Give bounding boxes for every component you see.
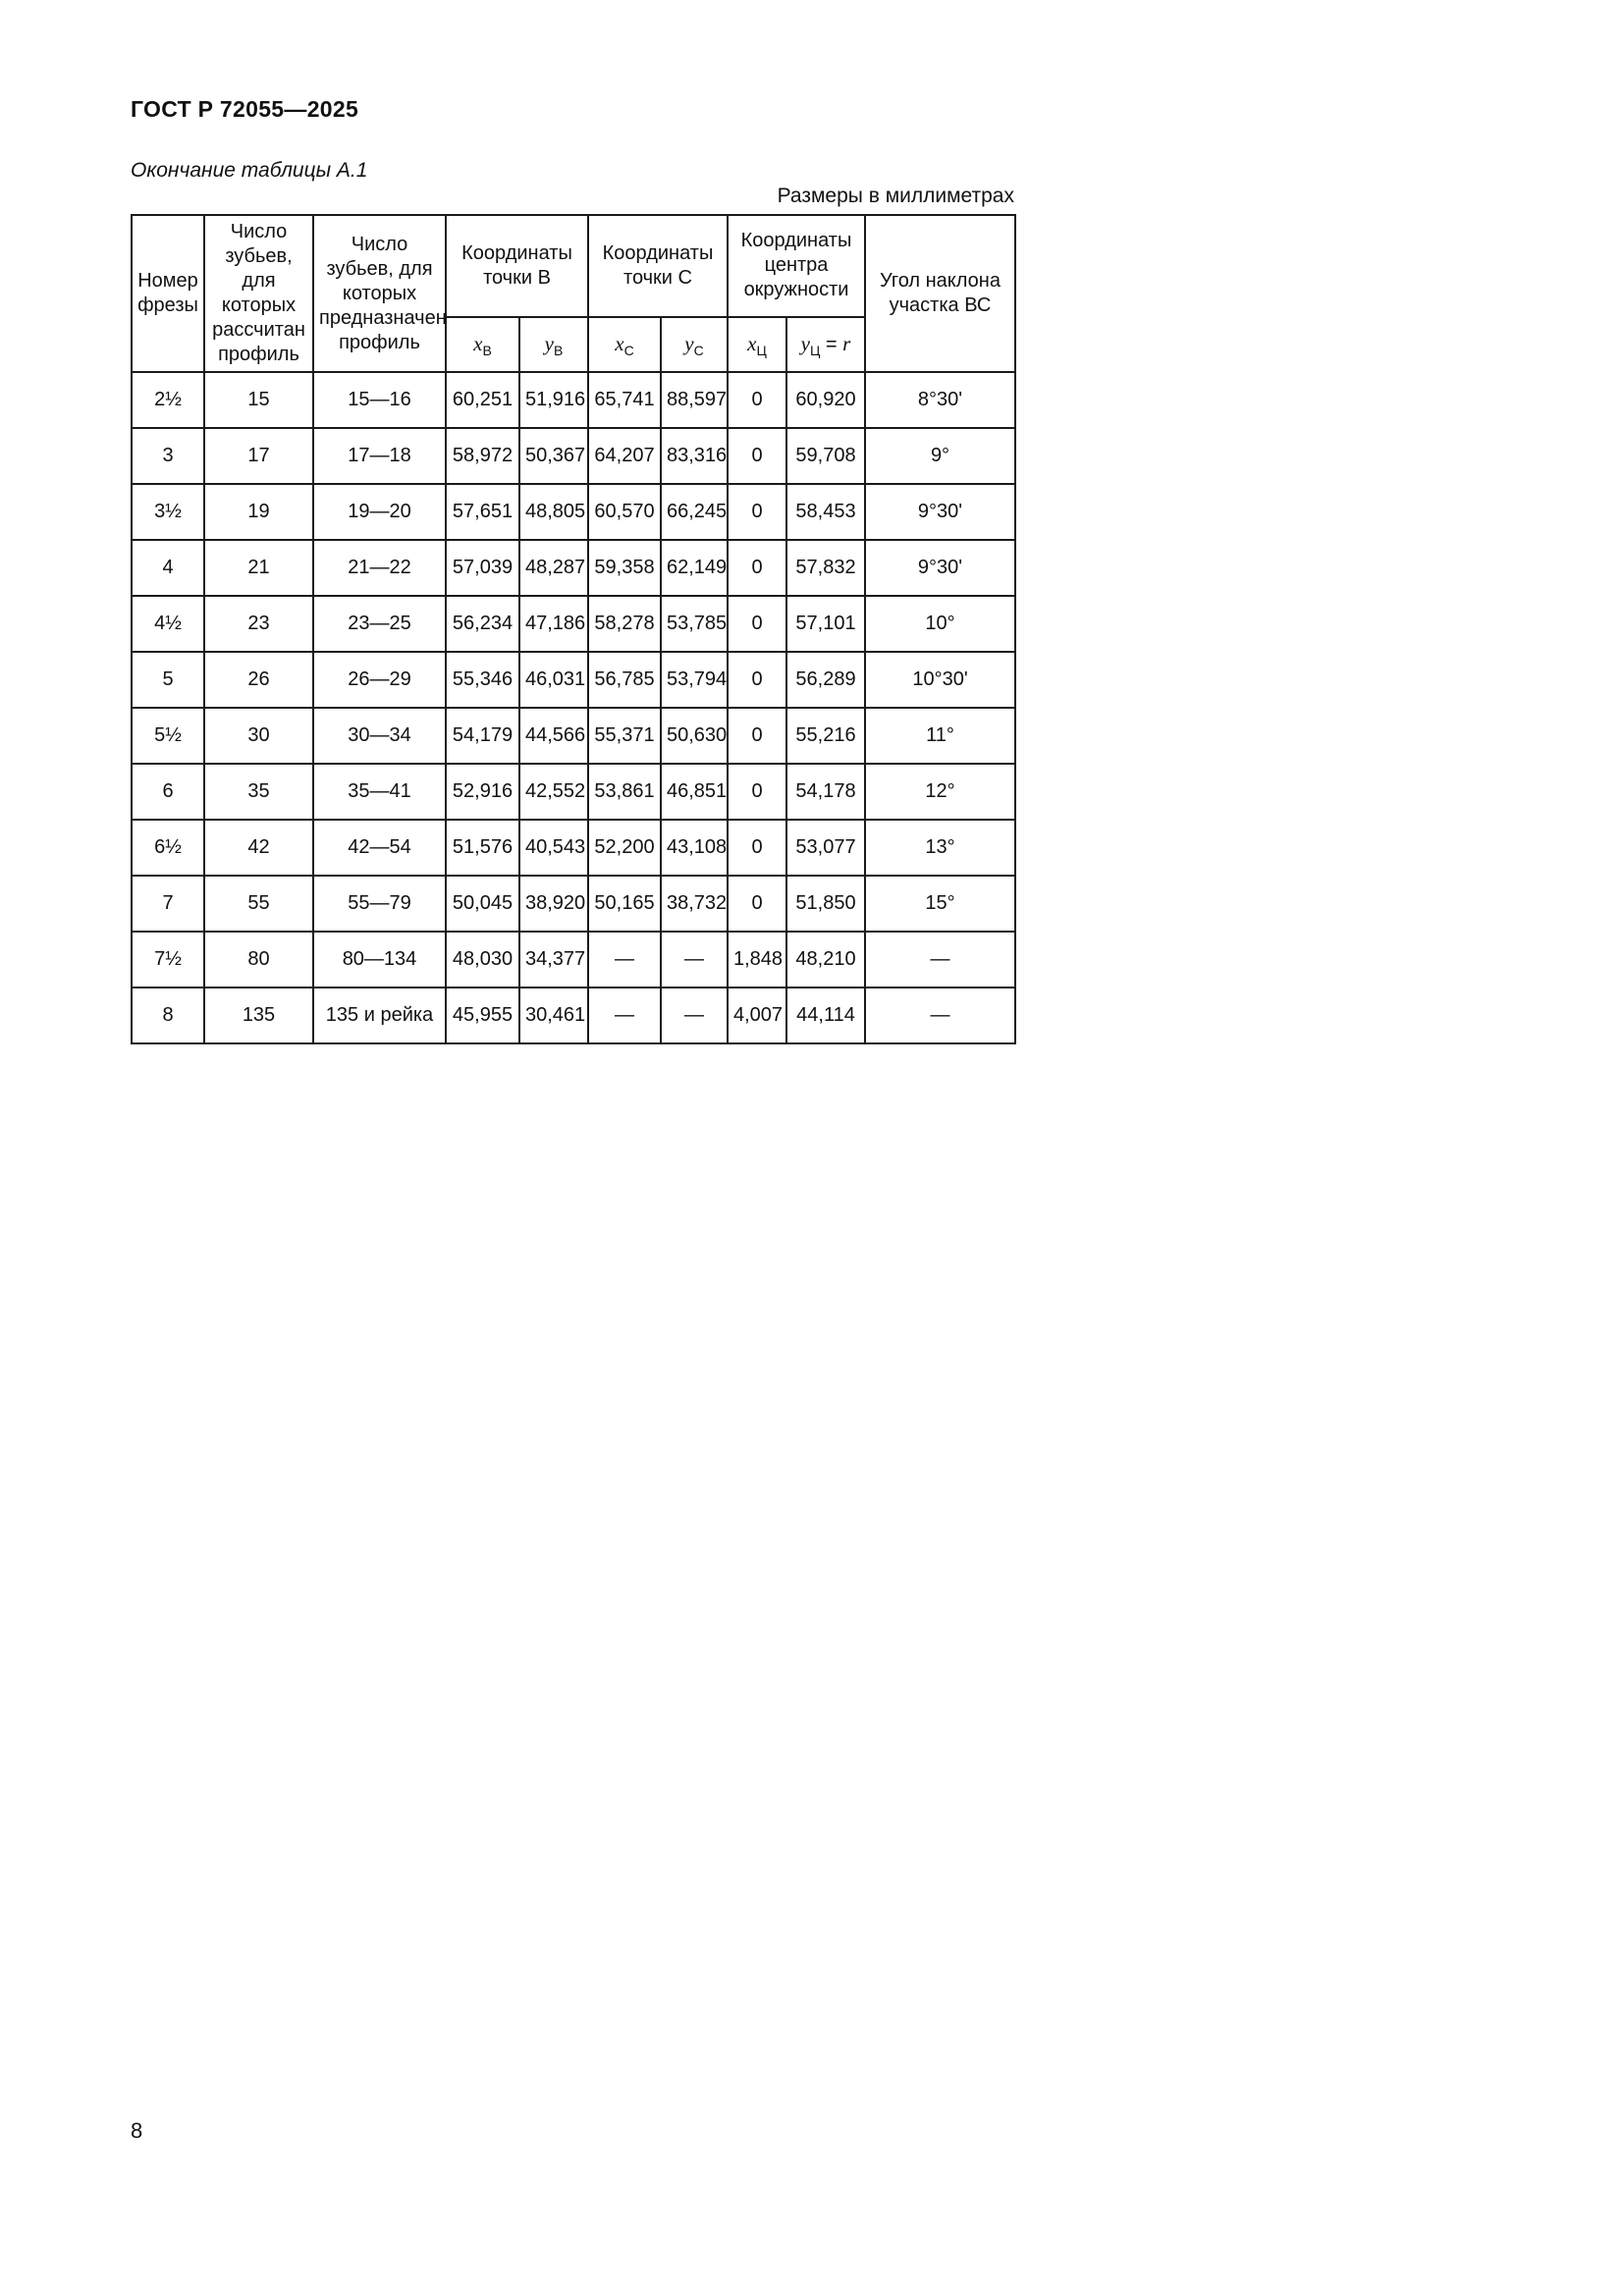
table-cell: 6½ (132, 820, 204, 876)
table-cell: 0 (728, 764, 786, 820)
var-r: r (842, 332, 851, 356)
table-cell: 21 (204, 540, 313, 596)
table-cell: 57,039 (446, 540, 519, 596)
table-cell: 53,077 (786, 820, 865, 876)
table-cell: 0 (728, 428, 786, 484)
var-x: x (747, 332, 757, 356)
table-cell: 23 (204, 596, 313, 652)
table-cell: 0 (728, 820, 786, 876)
table-cell: 30 (204, 708, 313, 764)
table-cell: 6 (132, 764, 204, 820)
table-cell: 88,597 (661, 372, 728, 428)
table-cell: 12° (865, 764, 1015, 820)
table-cell: 60,251 (446, 372, 519, 428)
table-row (132, 708, 1015, 764)
table-cell: 17 (204, 428, 313, 484)
table-row (132, 876, 1015, 932)
table-cell: — (588, 988, 661, 1043)
table-cell: 38,920 (519, 876, 588, 932)
table-row (132, 484, 1015, 540)
units-note: Размеры в миллиметрах (777, 185, 1014, 207)
table-cell: 26—29 (313, 652, 446, 708)
table-cell: 30,461 (519, 988, 588, 1043)
table-cell: 9°30' (865, 484, 1015, 540)
var-sub-c: С (623, 343, 634, 359)
table-cell: 65,741 (588, 372, 661, 428)
table-row (132, 596, 1015, 652)
table-cell: 15° (865, 876, 1015, 932)
table-cell: 50,630 (661, 708, 728, 764)
table-cell: 64,207 (588, 428, 661, 484)
table-cell: 7½ (132, 932, 204, 988)
table-cell: 60,570 (588, 484, 661, 540)
table-row (132, 820, 1015, 876)
table-cell: 55 (204, 876, 313, 932)
table-cell: — (588, 932, 661, 988)
table-cell: 19—20 (313, 484, 446, 540)
table-cell: 4 (132, 540, 204, 596)
table-cell: — (661, 988, 728, 1043)
table-cell: 80—134 (313, 932, 446, 988)
var-sub-center: Ц (756, 343, 767, 359)
table-cell: 42 (204, 820, 313, 876)
table-row (132, 988, 1015, 1043)
table-cell: 44,566 (519, 708, 588, 764)
table-cell: 56,289 (786, 652, 865, 708)
table-row (132, 652, 1015, 708)
table-row (132, 540, 1015, 596)
table-cell: 45,955 (446, 988, 519, 1043)
table-cell: 48,030 (446, 932, 519, 988)
table-cell: 3 (132, 428, 204, 484)
table-cell: 50,165 (588, 876, 661, 932)
equals-sign: = (820, 334, 843, 356)
header-angle: Угол наклона участка ВС (865, 215, 1015, 372)
var-y: y (544, 332, 554, 356)
table-cell: 55—79 (313, 876, 446, 932)
header-point-b-group: Координаты точки В (446, 215, 588, 317)
table-cell: 50,045 (446, 876, 519, 932)
header-point-c-group: Координаты точки С (588, 215, 728, 317)
table-cell: 0 (728, 484, 786, 540)
table-row (132, 932, 1015, 988)
table-cell: 135 (204, 988, 313, 1043)
table-cell: 0 (728, 876, 786, 932)
data-table (131, 214, 1016, 1044)
table-cell: 8 (132, 988, 204, 1043)
table-cell: 10°30' (865, 652, 1015, 708)
table-cell: 3½ (132, 484, 204, 540)
table-cell: 38,732 (661, 876, 728, 932)
var-x: x (473, 332, 483, 356)
table-cell: 10° (865, 596, 1015, 652)
table-cell: 7 (132, 876, 204, 932)
table-cell: 13° (865, 820, 1015, 876)
table-cell: 51,576 (446, 820, 519, 876)
table-cell: 60,920 (786, 372, 865, 428)
table-cell: 53,861 (588, 764, 661, 820)
table-cell: 0 (728, 708, 786, 764)
table-cell: 40,543 (519, 820, 588, 876)
table-cell: 0 (728, 372, 786, 428)
table-cell: 54,179 (446, 708, 519, 764)
table-cell: 4,007 (728, 988, 786, 1043)
table-cell: 56,785 (588, 652, 661, 708)
table-cell: 35 (204, 764, 313, 820)
table-cell: 57,101 (786, 596, 865, 652)
var-y: y (684, 332, 694, 356)
table-cell: 0 (728, 652, 786, 708)
table-cell: 59,708 (786, 428, 865, 484)
table-cell: 57,651 (446, 484, 519, 540)
table-cell: — (661, 932, 728, 988)
table-row (132, 764, 1015, 820)
table-cell: 48,287 (519, 540, 588, 596)
var-x: x (615, 332, 624, 356)
table-cell: 58,453 (786, 484, 865, 540)
table-cell: 53,794 (661, 652, 728, 708)
table-cell: 30—34 (313, 708, 446, 764)
table-cell: 55,371 (588, 708, 661, 764)
table-cell: 62,149 (661, 540, 728, 596)
table-cell: 66,245 (661, 484, 728, 540)
table-cell: 44,114 (786, 988, 865, 1043)
table-cell: 8°30' (865, 372, 1015, 428)
subheader-y-center-eq-r (786, 317, 865, 372)
header-teeth-intended: Число зубьев, для которых предназначен профиль (313, 215, 446, 372)
table-cell: 48,805 (519, 484, 588, 540)
table-cell: 1,848 (728, 932, 786, 988)
table-cell: 48,210 (786, 932, 865, 988)
table-cell: 80 (204, 932, 313, 988)
table-cell: 19 (204, 484, 313, 540)
subheader-x-b (446, 317, 519, 372)
table-row (132, 428, 1015, 484)
table-cell: 51,850 (786, 876, 865, 932)
page-number: 8 (131, 2118, 143, 2143)
table-cell: 26 (204, 652, 313, 708)
table-cell: 46,851 (661, 764, 728, 820)
table-cell: 52,916 (446, 764, 519, 820)
table-cell: 57,832 (786, 540, 865, 596)
table-cell: 54,178 (786, 764, 865, 820)
table-cell: 53,785 (661, 596, 728, 652)
var-sub-c: С (693, 343, 704, 359)
table-cell: 15—16 (313, 372, 446, 428)
table-cell: — (865, 988, 1015, 1043)
table-cell: 46,031 (519, 652, 588, 708)
header-teeth-calculated: Число зубьев, для которых рассчитан профиль (204, 215, 313, 372)
table-cell: 42,552 (519, 764, 588, 820)
table-cell: 43,108 (661, 820, 728, 876)
table-cell: 9° (865, 428, 1015, 484)
table-cell: 0 (728, 540, 786, 596)
header-center-group: Координаты центра окружности (728, 215, 865, 317)
doc-code: ГОСТ Р 72055—2025 (131, 96, 359, 122)
table-caption: Окончание таблицы А.1 (131, 159, 368, 182)
table-cell: 4½ (132, 596, 204, 652)
table-cell: 42—54 (313, 820, 446, 876)
table-cell: 51,916 (519, 372, 588, 428)
table-cell: 34,377 (519, 932, 588, 988)
table-cell: 47,186 (519, 596, 588, 652)
table-cell: 5½ (132, 708, 204, 764)
subheader-x-center (728, 317, 786, 372)
table-cell: 5 (132, 652, 204, 708)
table-cell: 2½ (132, 372, 204, 428)
table-cell: 9°30' (865, 540, 1015, 596)
table-cell: 50,367 (519, 428, 588, 484)
table-cell: 56,234 (446, 596, 519, 652)
subheader-x-c (588, 317, 661, 372)
var-sub-center: Ц (809, 343, 821, 359)
table-cell: 83,316 (661, 428, 728, 484)
table-cell: 55,346 (446, 652, 519, 708)
var-y: y (800, 332, 810, 356)
table-header (132, 215, 1015, 372)
header-cutter-number: Номер фрезы (132, 215, 204, 372)
table-cell: 15 (204, 372, 313, 428)
table-cell: 58,278 (588, 596, 661, 652)
table-body (132, 372, 1015, 1043)
table-row (132, 372, 1015, 428)
table-cell: 21—22 (313, 540, 446, 596)
table-cell: 59,358 (588, 540, 661, 596)
subheader-y-b (519, 317, 588, 372)
table-cell: — (865, 932, 1015, 988)
var-sub-b: В (553, 343, 564, 359)
table-cell: 17—18 (313, 428, 446, 484)
table-cell: 11° (865, 708, 1015, 764)
header-row-groups (132, 215, 1015, 317)
table-cell: 135 и рейка (313, 988, 446, 1043)
table-cell: 0 (728, 596, 786, 652)
table-cell: 58,972 (446, 428, 519, 484)
table-cell: 23—25 (313, 596, 446, 652)
var-sub-b: В (482, 343, 492, 359)
table-cell: 55,216 (786, 708, 865, 764)
table-cell: 35—41 (313, 764, 446, 820)
subheader-y-c (661, 317, 728, 372)
table-cell: 52,200 (588, 820, 661, 876)
